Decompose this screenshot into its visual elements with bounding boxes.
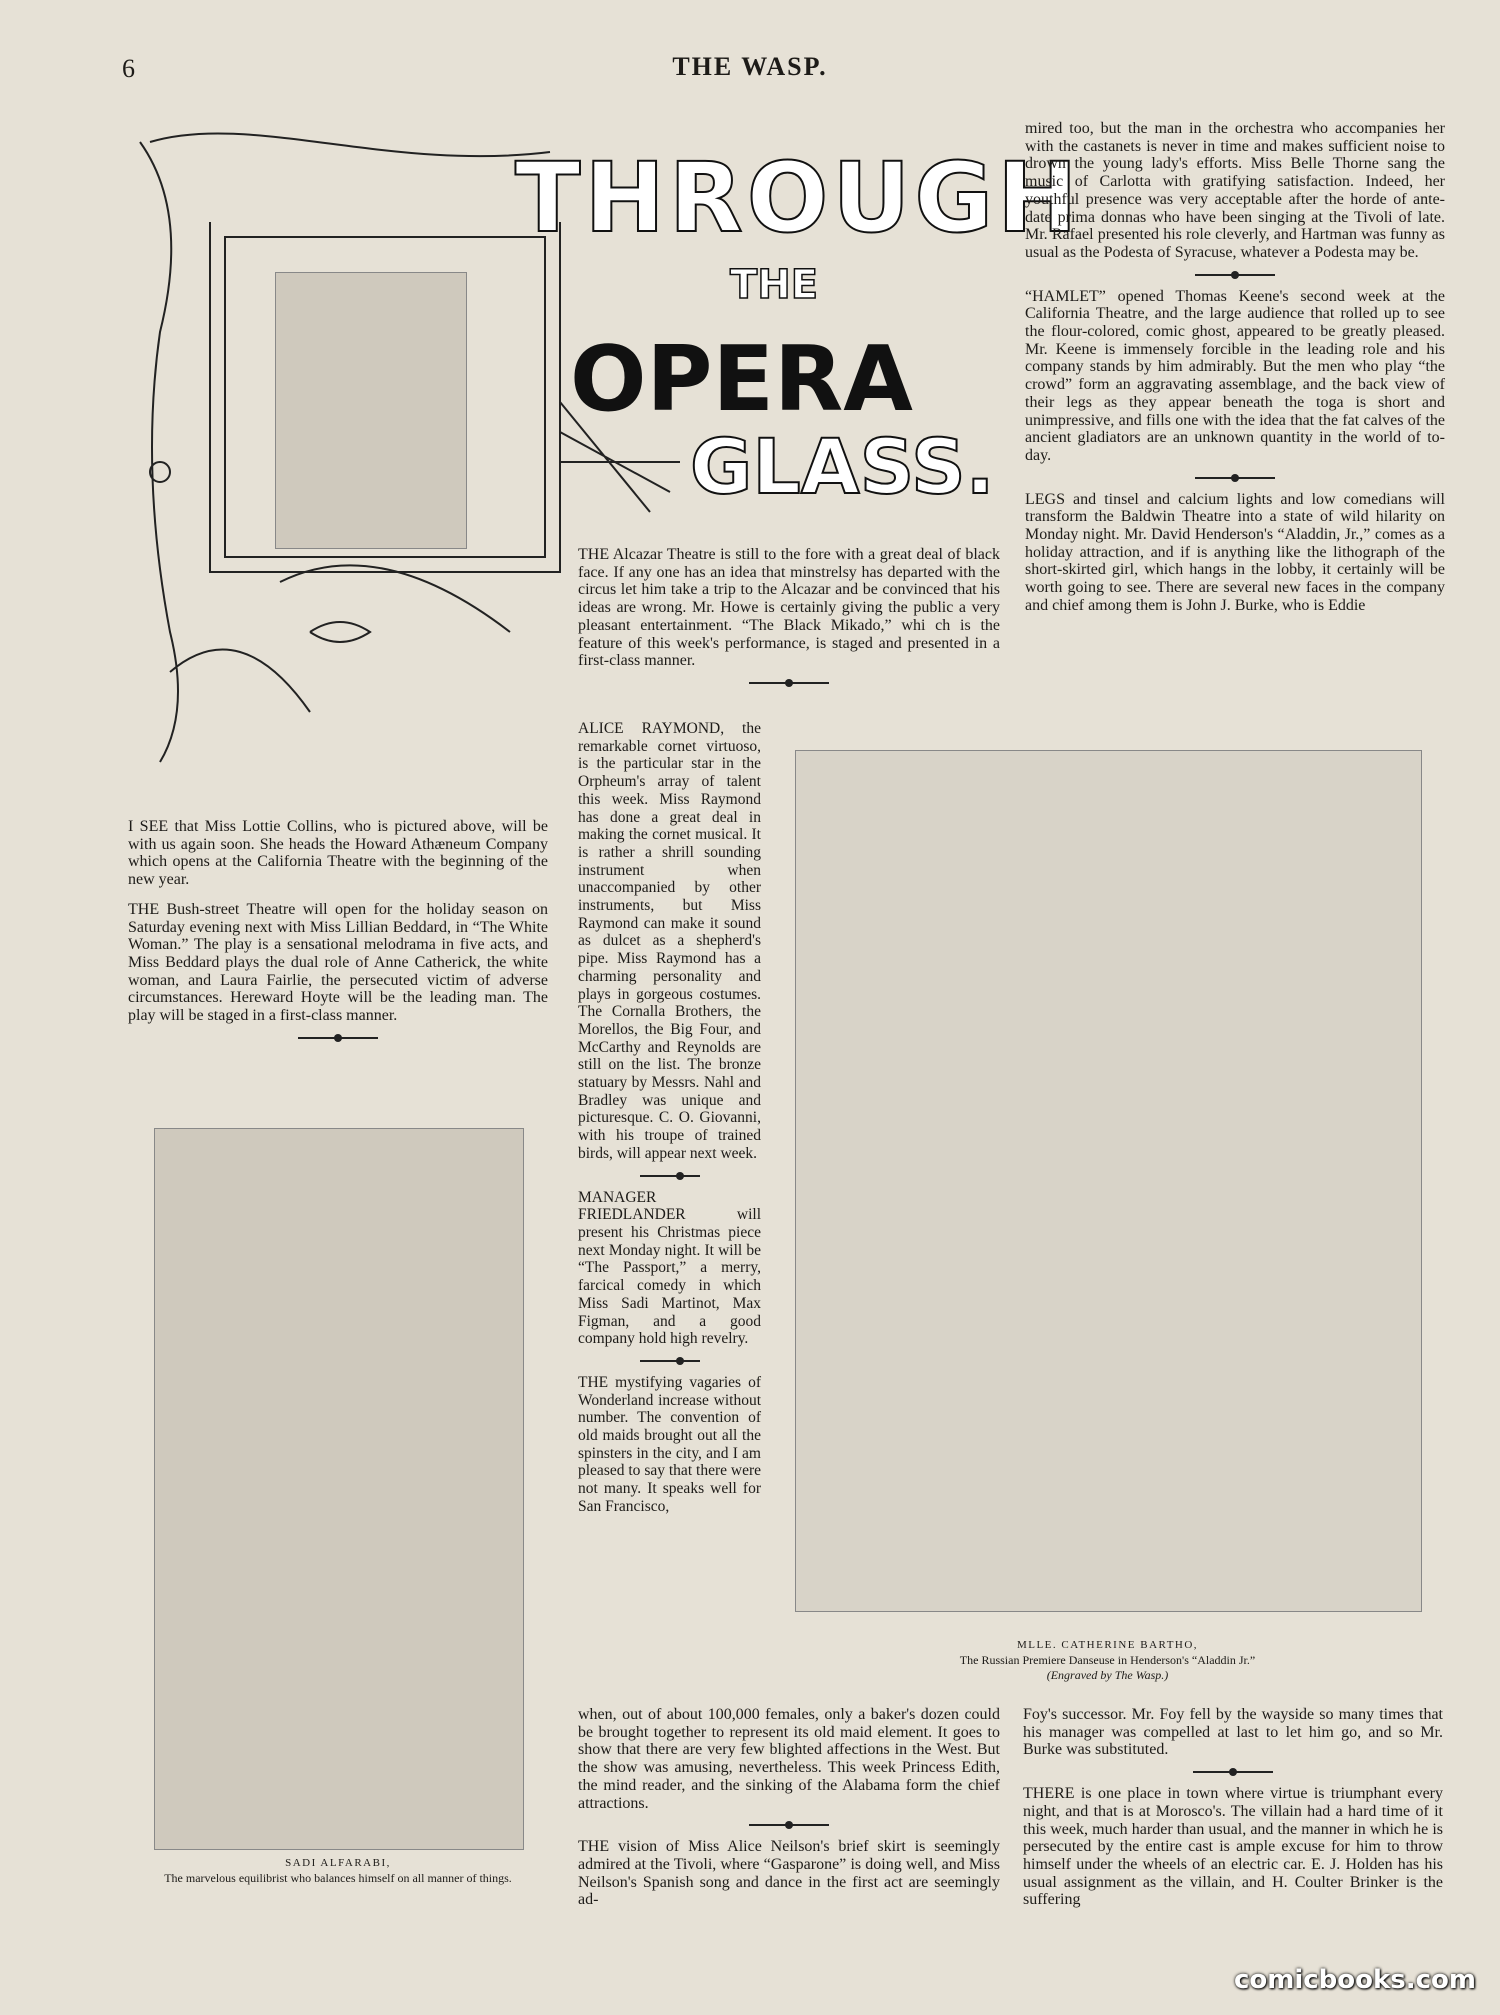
paragraph-morosco: THERE is one place in town where virtue is triumphant every night, and that is at Morosco's. The villain had a hard time of it this week, much harder than usual, and the manner in which he is persecuted by the entire cast is ample excuse for him to throw himself under the wheels of an electric car. E. J. Holden has his usual assignment as the villain, and H. Coulter Brinker is the suffering: [1023, 1785, 1443, 1909]
masthead: THE WASP.: [672, 52, 828, 81]
paragraph-alcazar: THE Alcazar Theatre is still to the fore with a great deal of black face. If any one has an idea that minstrelsy has departed with the circus let him take a trip to the Alcazar and be convinced that his ideas are wrong. Mr. Howe is certainly giving the public a very pleasant entertainment. “The Black Mikado,” whi ch is the feature of this week's performance, is staged and presented in a first-class manner.: [578, 546, 1000, 670]
paragraph-tivoli: THE vision of Miss Alice Neilson's brief skirt is seemingly admired at the Tivoli, where “Gasparone” is doing well, and Miss Neilson's Spanish song and dance in the first act are seemingly ad-: [578, 1838, 1000, 1909]
catherine-bartho-portrait: [795, 750, 1422, 1612]
bartho-caption-desc: The Russian Premiere Danseuse in Henderson's “Aladdin Jr.”: [959, 1653, 1256, 1667]
divider-rule: [640, 1175, 700, 1177]
divider-rule: [749, 1824, 829, 1826]
sadi-caption-name: SADI ALFARABI,: [285, 1857, 391, 1869]
sadi-alfarabi-photo: [154, 1128, 524, 1850]
sadi-caption-desc: The marvelous equilibrist who balances himself on all manner of things.: [164, 1871, 512, 1885]
divider-rule: [1195, 477, 1275, 479]
paragraph-wonderland: THE mystifying vagaries of Wonderland increase without number. The convention of old maids brought out all the spinsters in the city, and I am pleased to say that there were not many. It speaks well for San Francisco,: [578, 1373, 761, 1515]
title-glass: GLASS.: [690, 422, 995, 511]
title-through: THROUGH: [515, 142, 1082, 254]
divider-rule: [749, 682, 829, 684]
paragraph-tivoli-continued: mired too, but the man in the orchestra who accompanies her with the castanets is never in time and makes sufficient noise to drown the young lady's efforts. Miss Belle Thorne sang the music of Carlotta with gratifying satisfaction. Indeed, her youthful presence was very acceptable after the horde of ante-date prima donnas who have been singing at the Tivoli of late. Mr. Rafael presented his role cleverly, and Hartman was funny as usual as the Podesta of Syracuse, whatever a Podesta may be.: [1025, 120, 1445, 261]
bartho-caption: [795, 1638, 1420, 1683]
paragraph-old-maids: when, out of about 100,000 females, only a baker's dozen could be brought together to represent its old maid element. It goes to show that there are very few blighted affections in the West. But the show was amusing, nevertheless. This week Princess Edith, the mind reader, and the sinking of the Alabama form the chief attractions.: [578, 1706, 1000, 1812]
divider-rule: [1195, 274, 1275, 276]
page-number: 6: [122, 54, 135, 83]
bartho-caption-name: MLLE. CATHERINE BARTHO,: [1016, 1639, 1199, 1651]
paragraph-friedlander: MANAGER FRIEDLANDER will present his Christmas piece next Monday night. It will be “The Passport,” a merry, farcical comedy in which Miss Sadi Martinot, Max Figman, and a good company hold high revelry.: [578, 1188, 761, 1348]
watermark: comicbooks.com: [1233, 1965, 1476, 1995]
bartho-caption-credit: (Engraved by The Wasp.): [1046, 1668, 1169, 1682]
middle-narrow-column: [578, 720, 761, 1528]
paragraph-baldwin: LEGS and tinsel and calcium lights and low comedians will transform the Baldwin Theatre into a state of wild hilarity on Monday night. Mr. David Henderson's “Aladdin, Jr.,” comes as a holiday attraction, and if is anything like the lithograph of the short-skirted girl, which hangs in the lobby, it certainly will be worth going to see. There are several new faces in the company and chief among them is John J. Burke, who is Eddie: [1025, 490, 1445, 614]
right-top-column: [1025, 120, 1445, 627]
paragraph-alice-raymond: ALICE RAYMOND, the remarkable cornet virtuoso, is the particular star in the Orpheum's array of talent this week. Miss Raymond has done a great deal in making the cornet musical. It is rather a shrill sounding instrument when unaccompanied by other instruments, but Miss Raymond can make it sound as dulcet as a shepherd's pipe. Miss Raymond has a charming personality and plays in gorgeous costumes. The Cornalla Brothers, the Morellos, the Big Four, and McCarthy and Reynolds are still on the list. The bronze statuary by Messrs. Nahl and Bradley was unique and picturesque. C. O. Giovanni, with his troupe of trained birds, will appear next week.: [578, 720, 761, 1162]
paragraph-lottie-collins: I SEE that Miss Lottie Collins, who is pictured above, will be with us again soon. She heads the Howard Athæneum Company which opens at the California Theatre with the beginning of the new year.: [128, 818, 548, 889]
paragraph-burke: Foy's successor. Mr. Foy fell by the wayside so many times that his manager was compelled at last to let him go, and so Mr. Burke was substituted.: [1023, 1706, 1443, 1759]
title-opera: OPERA: [570, 327, 913, 432]
divider-rule: [640, 1360, 700, 1362]
title-the: THE: [730, 262, 819, 308]
right-bottom-column: [1023, 1706, 1443, 1921]
divider-rule: [1193, 1771, 1273, 1773]
middle-bottom-column: [578, 1706, 1000, 1921]
left-column: [128, 818, 548, 1051]
paragraph-hamlet: “HAMLET” opened Thomas Keene's second week at the California Theatre, and the large audience that rolled up to see the flour-colored, comic ghost, appeared to be greatly pleased. Mr. Keene is immensely forcible in the leading role and his company stands by him admirably. But the men who play “the crowd” form an aggravating assemblage, and the back view of their legs as they appear beneath the toga is short and unimpressive, and fills one with the idea that the fat calves of the ancient gladiators are an unknown quantity in the world of to-day.: [1025, 287, 1445, 464]
lottie-collins-portrait: [275, 272, 467, 549]
paragraph-bush-street: THE Bush-street Theatre will open for the holiday season on Saturday evening next with Miss Lillian Beddard, in “The White Woman.” The play is a sensational melodrama in five acts, and Miss Beddard plays the dual role of Anne Catherick, the white woman, and Laura Fairlie, the persecuted victim of adverse circumstances. Hereward Hoyte will be the leading man. The play will be staged in a first-class manner.: [128, 900, 548, 1025]
sadi-caption: [122, 1856, 554, 1886]
middle-top-column: [578, 546, 1000, 696]
divider-rule: [298, 1037, 378, 1039]
